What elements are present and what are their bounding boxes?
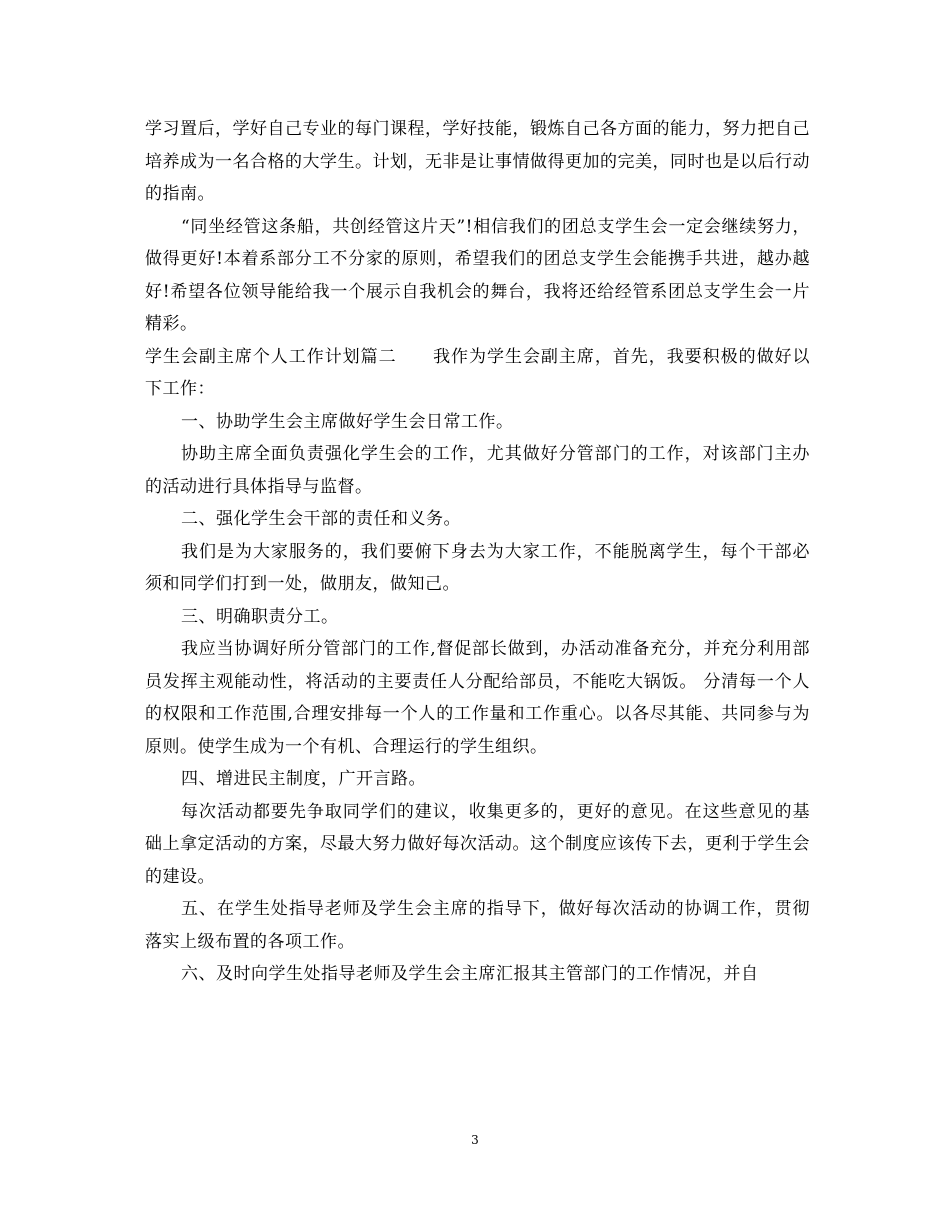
paragraph-3	[145, 341, 810, 406]
page-number: 3	[471, 1133, 479, 1147]
paragraph-1: 学习置后，学好自己专业的每门课程，学好技能，锻炼自己各方面的能力，努力把自己培养成为一名合格的大学生。计划，无非是让事情做得更加的完美，同时也是以后行动的指南。	[145, 119, 810, 204]
paragraph-4: 一、协助学生会主席做好学生会日常工作。	[181, 411, 514, 432]
paragraph-7: 我们是为大家服务的，我们要俯下身去为大家工作，不能脱离学生，每个干部必须和同学们打到一处，做朋友，做知己。	[145, 541, 810, 594]
paragraph-11: 每次活动都要先争取同学们的建议，收集更多的，更好的意见。在这些意见的基础上拿定活动的方案，尽最大努力做好每次活动。这个制度应该传下去，更利于学生会的建设。	[145, 801, 810, 887]
paragraph-13: 六、及时向学生处指导老师及学生会主席汇报其主管部门的工作情况，并自	[181, 964, 759, 984]
paragraph-2: “同坐经管这条船，共创经管这片天”!相信我们的团总支学生会一定会继续努力，做得更好!本着系部分工不分家的原则，希望我们的团总支学生会能携手共进，越办越好!希望各位领导能给我一个展示自我机会的舞台，我将还给经管系团总支学生会一片精彩。	[145, 216, 810, 334]
paragraph-10: 四、增进民主制度，广开言路。	[181, 769, 426, 789]
section-heading: 学生会副主席个人工作计划篇二	[145, 346, 397, 367]
paragraph-8: 三、明确职责分工。	[181, 606, 339, 627]
paragraph-9: 我应当协调好所分管部门的工作,督促部长做到，办活动准备充分，并充分利用部员发挥主观能动性，将活动的主要责任人分配给部员，不能吃大锅饭。 分清每一个人的权限和工作范围,合理安排每一个人的工作量和工作重心。以各尽其能、共同参与为原则。使学生成为一个有机、合理运行的学生组织。	[145, 639, 810, 757]
paragraph-3-text: 我作为学生会副主席，首先，我要积极的做好以下工作：	[145, 346, 811, 399]
paragraph-12: 五、在学生处指导老师及学生会主席的指导下，做好每次活动的协调工作，贯彻落实上级布置的各项工作。	[145, 899, 810, 952]
document-body	[145, 113, 810, 991]
paragraph-6: 二、强化学生会干部的责任和义务。	[181, 509, 461, 529]
paragraph-5: 协助主席全面负责强化学生会的工作，尤其做好分管部门的工作，对该部门主办的活动进行具体指导与监督。	[145, 444, 810, 497]
